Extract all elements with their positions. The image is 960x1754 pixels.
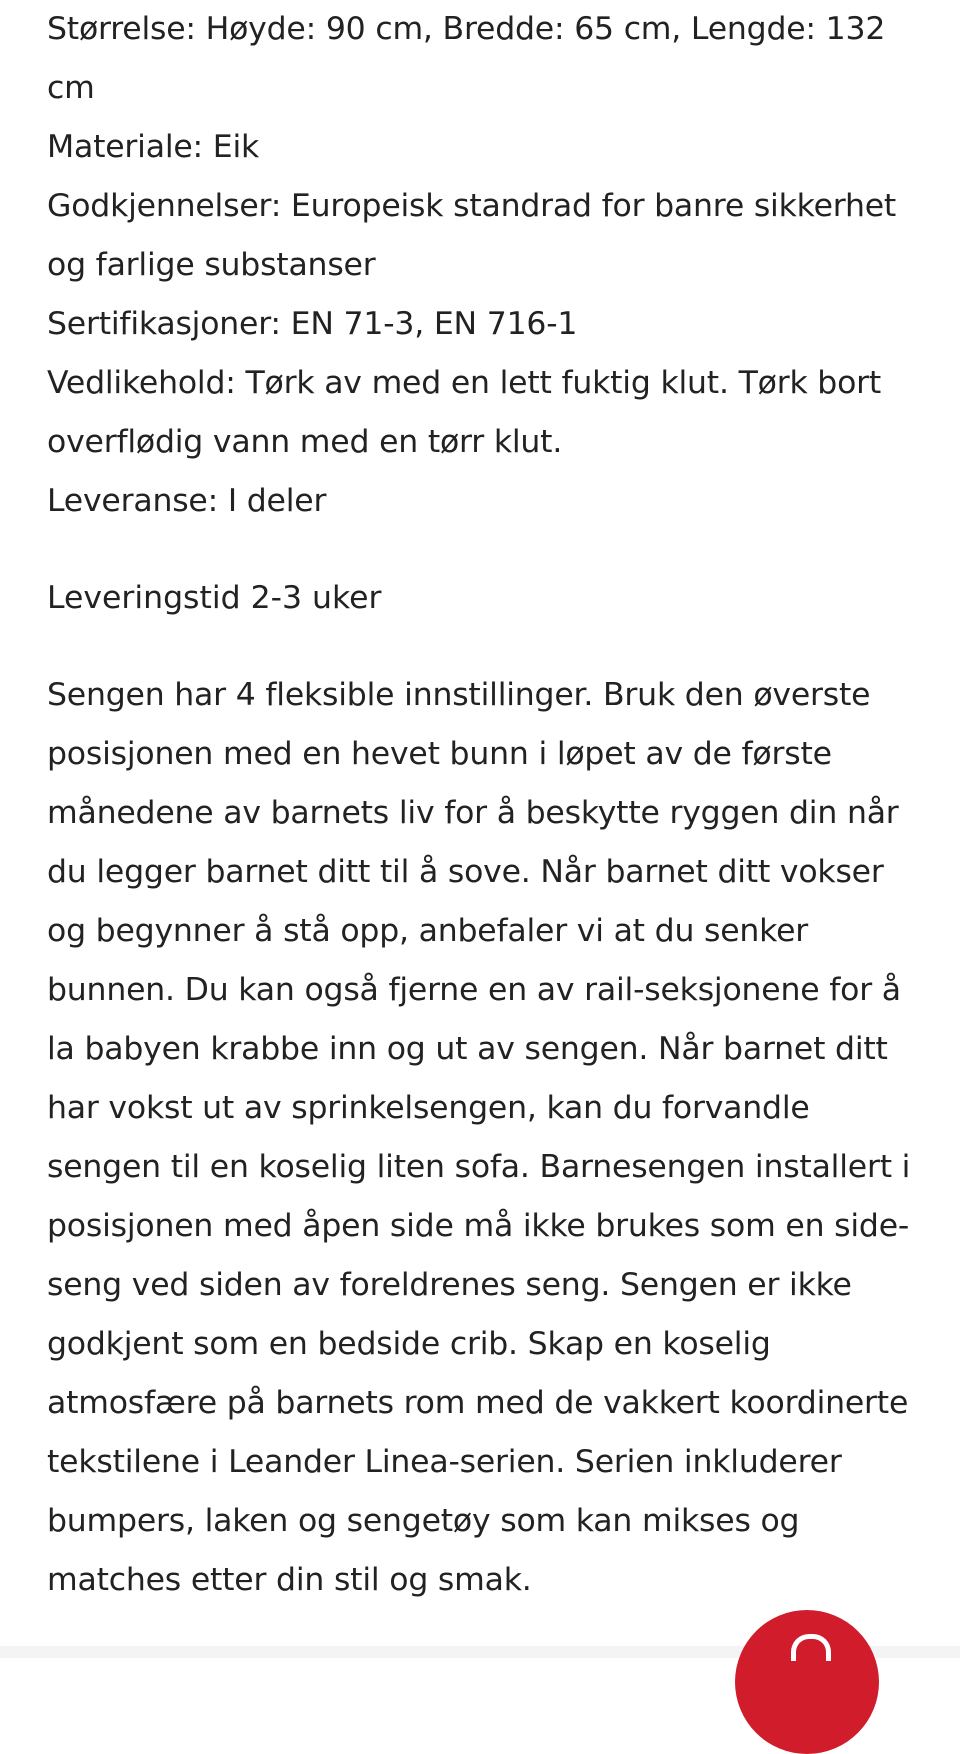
spec-approvals: Godkjennelser: Europeisk standrad for banre sikkerhet og farlige substanser (47, 188, 897, 283)
chat-button[interactable] (735, 1610, 879, 1754)
chat-icon (791, 1634, 831, 1661)
product-details (47, 0, 927, 1610)
spec-maintenance: Vedlikehold: Tørk av med en lett fuktig klut. Tørk bort overflødig vann med en tørr klut. (47, 365, 882, 460)
product-description: Sengen har 4 fleksible innstillinger. Bruk den øverste posisjonen med en hevet bunn i løpet av de første månedene av barnets liv for å beskytte ryggen din når du legger barnet ditt til å sove. Når barnet ditt vokser og begynner å stå opp, anbefaler vi at du senker bunnen. Du kan også fjerne en av rail-seksjonene for å la babyen krabbe inn og ut av sengen. Når barnet ditt har vokst ut av sprinkelsengen, kan du forvandle sengen til en koselig liten sofa. Barnesengen installert i posisjonen med åpen side må ikke brukes som en side-seng ved siden av foreldrenes seng. Sengen er ikke godkjent som en bedside crib. Skap en koselig atmosfære på barnets rom med de vakkert koordinerte tekstilene i Leander Linea-serien. Serien inkluderer bumpers, laken og sengetøy som kan mikses og matches etter din stil og smak. (47, 677, 911, 1598)
spec-material: Materiale: Eik (47, 129, 260, 165)
delivery-time: Leveringstid 2-3 uker (47, 580, 382, 616)
spec-delivery: Leveranse: I deler (47, 483, 327, 519)
spec-list (47, 0, 927, 531)
spec-certifications: Sertifikasjoner: EN 71-3, EN 716-1 (47, 306, 578, 342)
spec-size: Størrelse: Høyde: 90 cm, Bredde: 65 cm, Lengde: 132 cm (47, 11, 886, 106)
